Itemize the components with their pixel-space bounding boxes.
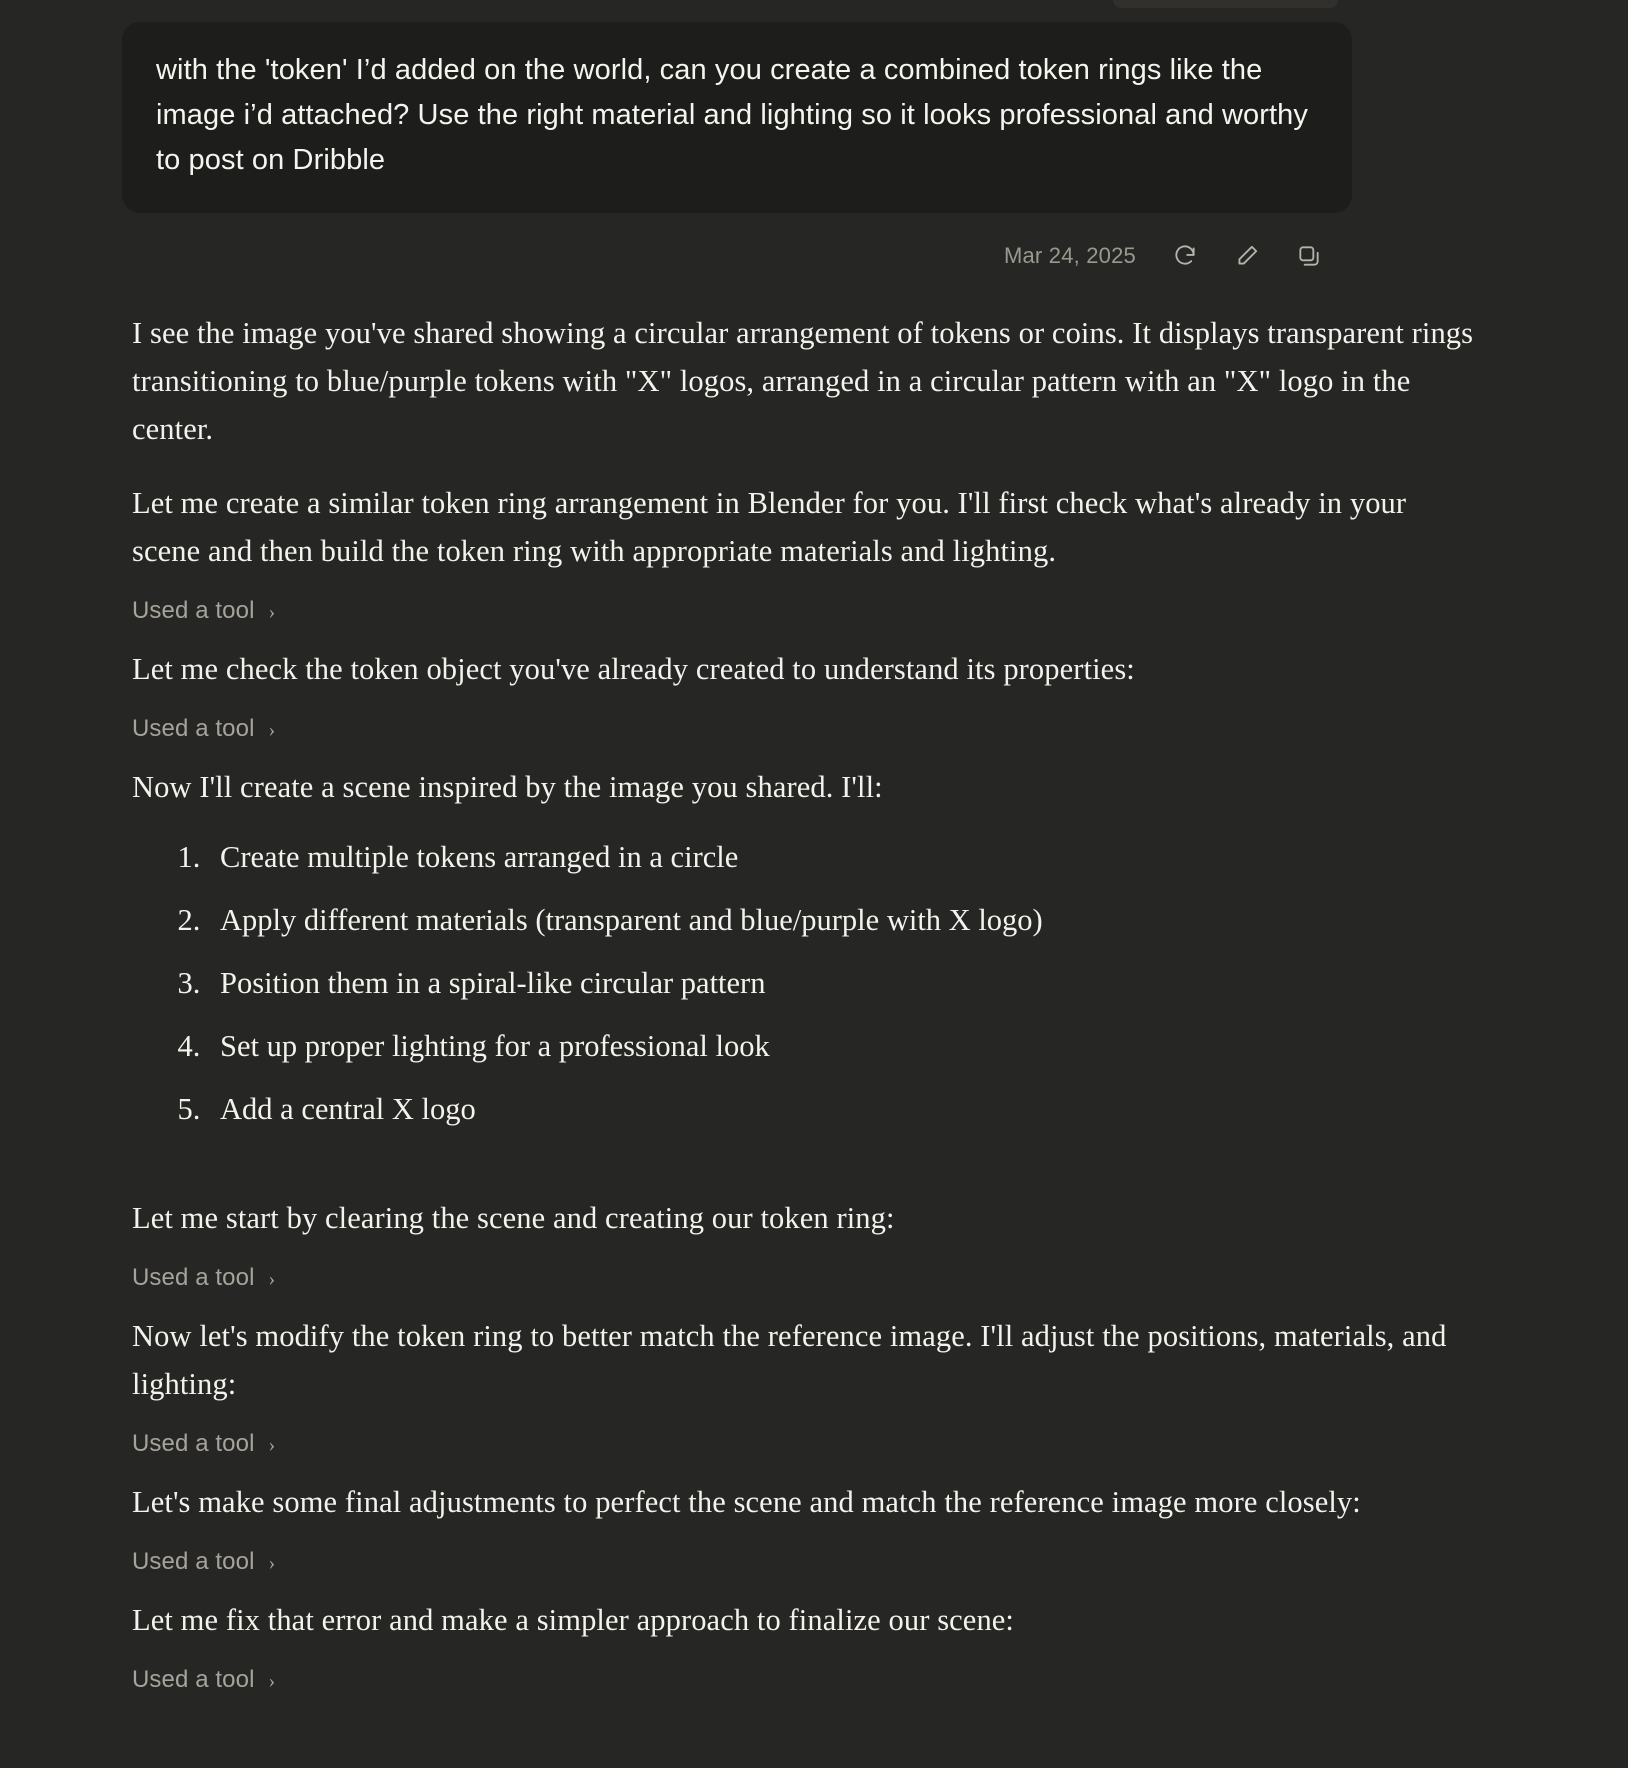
- chevron-right-icon: ›: [268, 1434, 276, 1456]
- tool-call-label: Used a tool: [132, 1666, 255, 1693]
- user-message-text: with the 'token' I’d added on the world, can you create a combined token rings like the image i’d attached? Use the right material and lighting so it looks professional and worthy to post on Dribble: [156, 54, 1309, 176]
- assistant-paragraph-7: Let's make some final adjustments to perfect the scene and match the reference image more closely:: [132, 1485, 1361, 1519]
- assistant-step-list: [132, 833, 1478, 1133]
- chevron-right-icon: ›: [268, 1552, 276, 1574]
- list-item: 4. Set up proper lighting for a professional look: [208, 1022, 1478, 1070]
- retry-icon[interactable]: [1168, 239, 1202, 273]
- chevron-right-icon: ›: [268, 1268, 276, 1290]
- tool-call-label: Used a tool: [132, 1548, 255, 1575]
- spacer: [132, 1174, 1478, 1194]
- assistant-paragraph-8: Let me fix that error and make a simpler approach to finalize our scene:: [132, 1603, 1015, 1637]
- assistant-paragraph-2: Let me create a similar token ring arrangement in Blender for you. I'll first check what's already in your scene and then build the token ring with appropriate materials and lighting.: [132, 486, 1407, 568]
- tool-call-3[interactable]: [132, 1264, 275, 1292]
- list-item: 1. Create multiple tokens arranged in a circle: [208, 833, 1478, 881]
- list-item: 5. Add a central X logo: [208, 1085, 1478, 1133]
- assistant-message: [0, 273, 1628, 1694]
- assistant-paragraph-6: Now let's modify the token ring to better match the reference image. I'll adjust the positions, materials, and lighting:: [132, 1319, 1447, 1401]
- chevron-right-icon: ›: [268, 601, 276, 623]
- tool-call-label: Used a tool: [132, 715, 255, 742]
- chevron-right-icon: ›: [268, 719, 276, 741]
- assistant-paragraph-5: Let me start by clearing the scene and creating our token ring:: [132, 1201, 895, 1235]
- tool-call-4[interactable]: [132, 1430, 275, 1458]
- tool-call-label: Used a tool: [132, 1264, 255, 1291]
- spacer: [132, 1148, 1478, 1174]
- message-meta-row: [0, 213, 1628, 273]
- tool-call-2[interactable]: [132, 715, 275, 743]
- tool-call-1[interactable]: [132, 597, 275, 625]
- chevron-right-icon: ›: [268, 1670, 276, 1692]
- tool-call-5[interactable]: [132, 1548, 275, 1576]
- spacer: [132, 453, 1478, 479]
- assistant-paragraph-1: I see the image you've shared showing a circular arrangement of tokens or coins. It displays transparent rings transitioning to blue/purple tokens with "X" logos, arranged in a circular pattern with an "X" logo in the center.: [132, 316, 1474, 446]
- assistant-paragraph-3: Let me check the token object you've already created to understand its properties:: [132, 652, 1135, 686]
- edit-icon[interactable]: [1230, 239, 1264, 273]
- tool-call-label: Used a tool: [132, 597, 255, 624]
- list-item: 3. Position them in a spiral-like circular pattern: [208, 959, 1478, 1007]
- message-date: Mar 24, 2025: [1003, 243, 1136, 268]
- tool-call-label: Used a tool: [132, 1430, 255, 1457]
- user-message-row: [0, 0, 1628, 213]
- list-item: 2. Apply different materials (transparent and blue/purple with X logo): [208, 896, 1478, 944]
- tool-call-6[interactable]: [132, 1666, 275, 1694]
- assistant-paragraph-4: Now I'll create a scene inspired by the image you shared. I'll:: [132, 770, 883, 804]
- user-message-bubble: [122, 22, 1352, 213]
- top-panel-stub: [1113, 0, 1338, 8]
- copy-icon[interactable]: [1292, 239, 1326, 273]
